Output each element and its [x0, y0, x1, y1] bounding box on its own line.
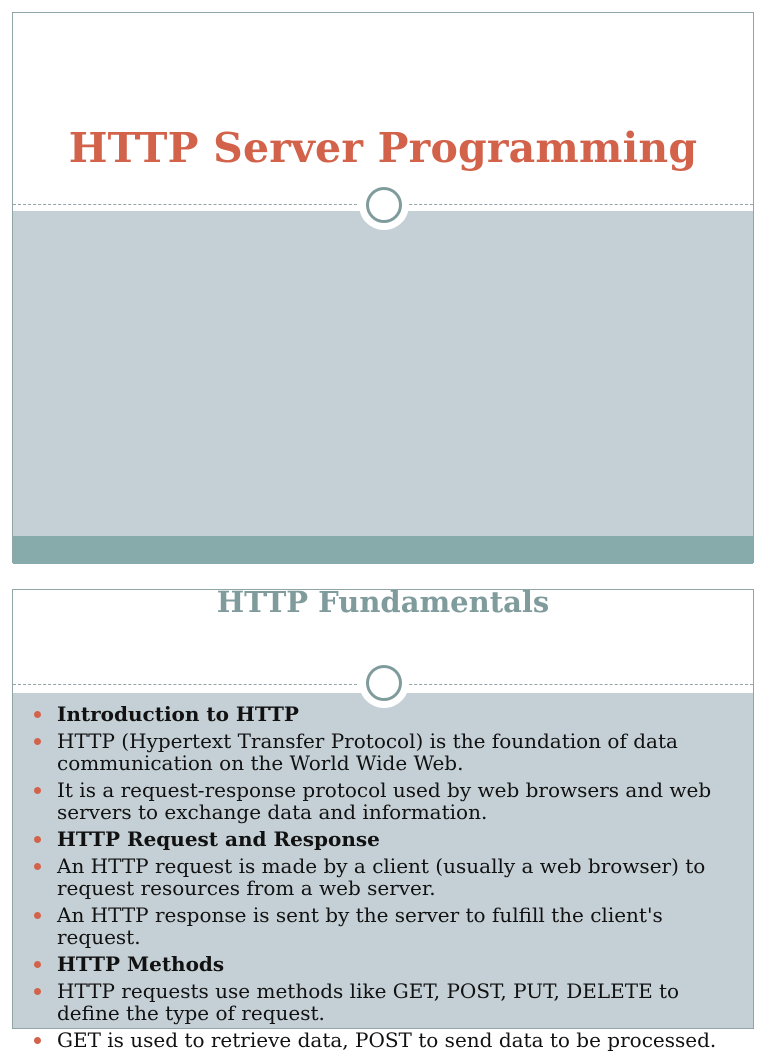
bullet-text: An HTTP request is made by a client (usually a web browser) to request resources from a web server. [57, 854, 706, 900]
title-slide-header [13, 13, 753, 208]
bullet-text: An HTTP response is sent by the server to fulfill the client's request. [57, 903, 663, 949]
bullet-dot-icon [34, 961, 41, 968]
bullet-item [33, 779, 743, 823]
bullet-item [33, 904, 743, 948]
title-slide-footer-band [13, 536, 753, 564]
bullet-item [33, 1029, 743, 1051]
presentation-title: HTTP Server Programming [68, 124, 698, 172]
circle-ornament-icon [359, 180, 409, 230]
bullet-item [33, 980, 743, 1024]
bullet-dot-icon [34, 787, 41, 794]
slide-title: HTTP Fundamentals [216, 585, 550, 619]
bullet-list [33, 703, 743, 1056]
title-slide-body [13, 211, 753, 536]
bullet-dot-icon [34, 988, 41, 995]
bullet-heading [33, 703, 743, 725]
bullet-text: HTTP (Hypertext Transfer Protocol) is the foundation of data communication on the World Wide Web. [57, 729, 678, 775]
bullet-dot-icon [34, 912, 41, 919]
bullet-dot-icon [34, 863, 41, 870]
circle-ornament-icon [359, 658, 409, 708]
bullet-item [33, 730, 743, 774]
bullet-text: GET is used to retrieve data, POST to send data to be processed. [57, 1028, 717, 1052]
bullet-text: It is a request-response protocol used by web browsers and web servers to exchange data and information. [57, 778, 712, 824]
bullet-dot-icon [34, 836, 41, 843]
title-slide [12, 12, 754, 563]
bullet-heading [33, 828, 743, 850]
bullet-text: HTTP Methods [57, 952, 225, 976]
content-slide [12, 585, 754, 1052]
bullet-heading [33, 953, 743, 975]
bullet-text: Introduction to HTTP [57, 702, 299, 726]
bullet-dot-icon [34, 711, 41, 718]
bullet-text: HTTP requests use methods like GET, POST, PUT, DELETE to define the type of request. [57, 979, 680, 1025]
bullet-dot-icon [34, 1037, 41, 1044]
bullet-text: HTTP Request and Response [57, 827, 380, 851]
bullet-dot-icon [34, 738, 41, 745]
bullet-item [33, 855, 743, 899]
